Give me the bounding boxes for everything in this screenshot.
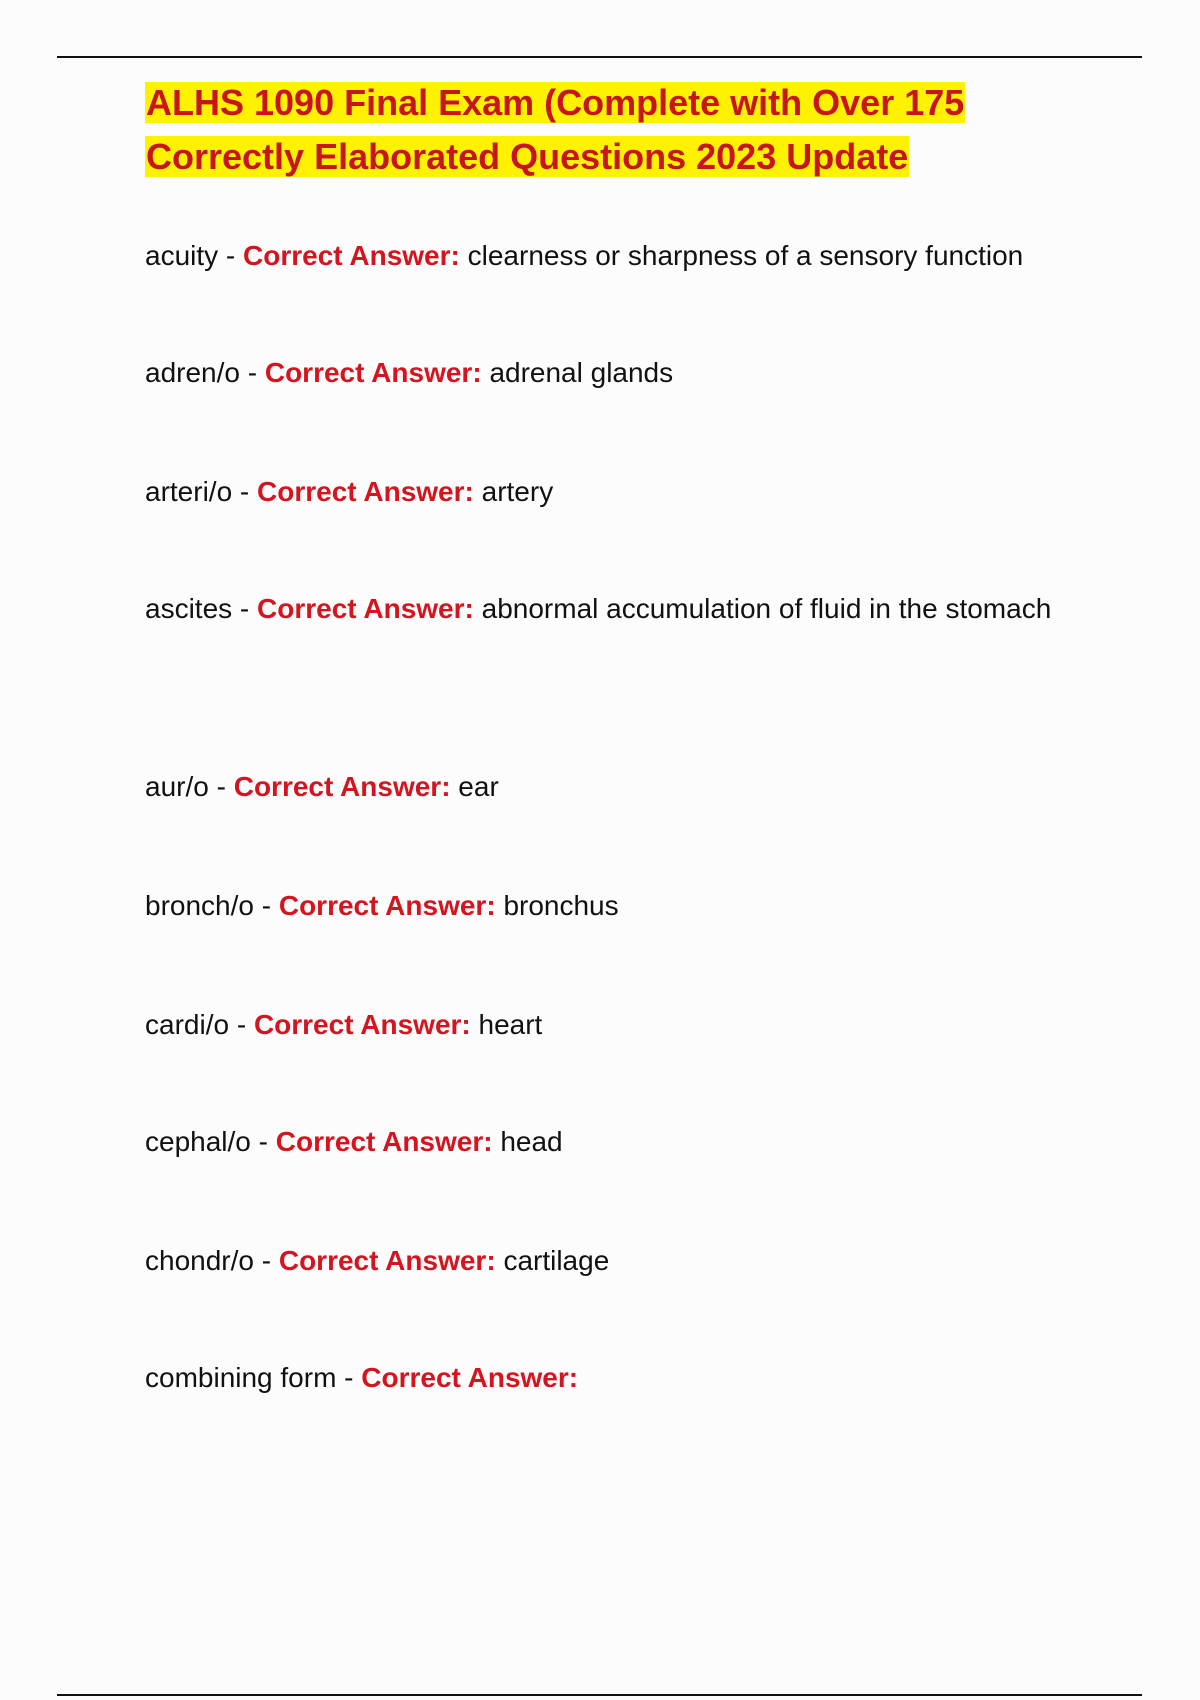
- qa-term: chondr/o: [145, 1245, 254, 1276]
- correct-answer-label: Correct Answer:: [257, 593, 474, 624]
- qa-item-arteri: [145, 462, 1075, 522]
- correct-answer-label: Correct Answer:: [253, 1009, 471, 1040]
- qa-item-cardi: [145, 995, 1075, 1055]
- qa-separator: -: [218, 240, 244, 271]
- qa-separator: -: [253, 1245, 279, 1276]
- qa-term: bronch/o: [145, 890, 254, 921]
- document-title: [145, 76, 1045, 184]
- qa-separator: -: [208, 771, 234, 802]
- qa-separator: -: [336, 1362, 362, 1393]
- qa-separator: -: [250, 1126, 276, 1157]
- qa-term: acuity: [145, 240, 219, 271]
- qa-answer: bronchus: [503, 890, 619, 921]
- correct-answer-label: Correct Answer:: [243, 240, 460, 271]
- qa-answer: ear: [458, 771, 499, 802]
- qa-term: cephal/o: [145, 1126, 251, 1157]
- qa-answer: artery: [481, 476, 554, 507]
- correct-answer-label: Correct Answer:: [233, 771, 451, 802]
- qa-item-combining-form: [145, 1348, 1075, 1408]
- qa-term: combining form: [145, 1362, 337, 1393]
- qa-separator: -: [232, 593, 258, 624]
- correct-answer-label: Correct Answer:: [278, 890, 496, 921]
- qa-answer: clearness or sharpness of a sensory function: [467, 240, 1024, 271]
- qa-separator: -: [239, 357, 265, 388]
- qa-separator: -: [229, 1009, 254, 1040]
- qa-item-adren: [145, 343, 1075, 403]
- qa-term: arteri/o: [145, 476, 233, 507]
- correct-answer-label: Correct Answer:: [275, 1126, 493, 1157]
- qa-answer: cartilage: [503, 1245, 610, 1276]
- qa-separator: -: [253, 890, 279, 921]
- qa-item-ascites: [145, 579, 1075, 639]
- correct-answer-label: Correct Answer:: [264, 357, 482, 388]
- qa-term: cardi/o: [145, 1009, 230, 1040]
- qa-term: adren/o: [145, 357, 240, 388]
- qa-term: aur/o: [145, 771, 209, 802]
- qa-separator: -: [232, 476, 258, 507]
- bottom-divider: [57, 1694, 1142, 1696]
- qa-answer: head: [500, 1126, 563, 1157]
- qa-item-aur: [145, 757, 1075, 817]
- correct-answer-label: Correct Answer:: [257, 476, 474, 507]
- qa-item-acuity: [145, 226, 1075, 286]
- qa-term: ascites: [145, 593, 233, 624]
- qa-item-chondr: [145, 1231, 1075, 1291]
- qa-item-bronch: [145, 876, 1075, 936]
- correct-answer-label: Correct Answer:: [278, 1245, 496, 1276]
- qa-item-cephal: [145, 1112, 1075, 1172]
- title-highlight: ALHS 1090 Final Exam (Complete with Over 175 Correctly Elaborated Questions 2023 Update: [146, 82, 965, 177]
- correct-answer-label: Correct Answer:: [361, 1362, 579, 1393]
- qa-answer: abnormal accumulation of fluid in the stomach: [481, 593, 1052, 624]
- qa-answer: heart: [478, 1009, 543, 1040]
- top-divider: [57, 56, 1142, 58]
- qa-answer: adrenal glands: [489, 357, 674, 388]
